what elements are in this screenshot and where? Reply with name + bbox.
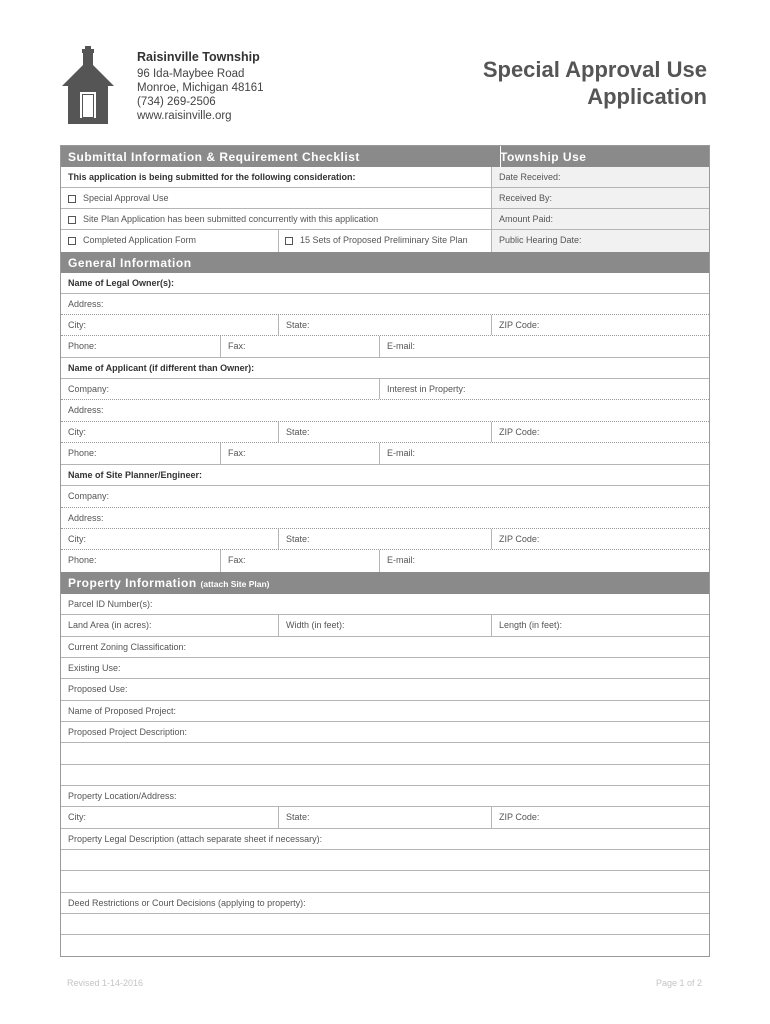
option-row-2 [61,209,709,230]
checkbox-icon[interactable] [285,237,293,245]
planner-city-field[interactable]: City: [68,534,86,544]
blank-line[interactable] [61,935,709,956]
project-desc-row [61,722,709,743]
application-form [60,145,710,957]
site-plan-sets-checkbox[interactable] [278,230,491,252]
option2-label: Site Plan Application has been submitted concurrently with this application [83,214,379,224]
zoning-row [61,637,709,658]
blank-line[interactable] [61,743,709,765]
planner-zip-field[interactable]: ZIP Code: [491,529,709,549]
owner-address-field[interactable]: Address: [68,299,104,309]
project-name-row [61,701,709,722]
checkbox-icon[interactable] [68,195,76,203]
consideration-label: This application is being submitted for the following consideration: [68,172,356,182]
applicant-city-row [61,422,709,443]
owner-phone-field[interactable]: Phone: [68,341,97,351]
location-field[interactable]: Property Location/Address: [68,791,177,801]
page-title [483,56,707,110]
planner-city-row [61,529,709,550]
property-info-title [68,576,270,590]
blank-line[interactable] [61,871,709,893]
proposed-use-field[interactable]: Proposed Use: [68,684,128,694]
property-city-row [61,807,709,829]
deed-restrictions-field[interactable]: Deed Restrictions or Court Decisions (applying to property): [68,898,306,908]
owner-zip-field[interactable]: ZIP Code: [491,315,709,335]
zoning-field[interactable]: Current Zoning Classification: [68,642,187,652]
property-state-field[interactable]: State: [278,807,491,828]
owner-phone-row [61,336,709,358]
checklist-title: Submittal Information & Requirement Checklist [68,150,360,164]
owner-fax-field[interactable]: Fax: [220,336,379,357]
property-zip-field[interactable]: ZIP Code: [491,807,709,828]
planner-phone-field[interactable]: Phone: [68,555,97,565]
revision-date: Revised 1-14-2016 [67,978,144,988]
applicant-address-row [61,400,709,422]
date-received-field[interactable]: Date Received: [491,167,709,187]
option-row-1 [61,188,709,209]
planner-row [61,465,709,486]
planner-company-field[interactable]: Company: [68,491,110,501]
planner-address-row [61,508,709,529]
dimensions-row [61,615,709,637]
project-name-field[interactable]: Name of Proposed Project: [68,706,177,716]
option3-label: Completed Application Form [83,235,197,245]
applicant-fax-field[interactable]: Fax: [220,443,379,464]
owner-address-row [61,294,709,315]
applicant-city-field[interactable]: City: [68,427,86,437]
legal-desc-row [61,829,709,850]
hearing-date-field[interactable]: Public Hearing Date: [491,230,709,252]
applicant-zip-field[interactable]: ZIP Code: [491,422,709,442]
owner-city-field[interactable]: City: [68,320,86,330]
township-use-title: Township Use [500,150,587,164]
checkbox-icon[interactable] [68,237,76,245]
existing-use-field[interactable]: Existing Use: [68,663,121,673]
legal-description-field[interactable]: Property Legal Description (attach separate sheet if necessary): [68,834,323,844]
planner-email-field[interactable]: E-mail: [379,550,709,572]
received-by-field[interactable]: Received By: [491,188,709,208]
option4-label: 15 Sets of Proposed Preliminary Site Plan [300,235,468,245]
owner-label[interactable]: Name of Legal Owner(s): [68,278,175,288]
planner-state-field[interactable]: State: [278,529,491,549]
applicant-label[interactable]: Name of Applicant (if different than Owner): [68,363,255,373]
owner-row [61,273,709,294]
option1-label: Special Approval Use [83,193,169,203]
schoolhouse-logo-icon [62,46,114,124]
general-info-header [61,252,709,273]
existing-use-row [61,658,709,679]
amount-paid-field[interactable]: Amount Paid: [491,209,709,229]
org-phone: (734) 269-2506 [137,96,216,108]
owner-email-field[interactable]: E-mail: [379,336,709,357]
owner-state-field[interactable]: State: [278,315,491,335]
blank-line[interactable] [61,850,709,871]
page-header [0,0,770,140]
owner-city-row [61,315,709,336]
blank-line[interactable] [61,914,709,935]
property-city-field[interactable]: City: [68,812,86,822]
applicant-company-row [61,379,709,400]
org-name: Raisinville Township [137,50,260,64]
planner-label[interactable]: Name of Site Planner/Engineer: [68,470,203,480]
applicant-interest-field[interactable]: Interest in Property: [379,379,709,399]
property-header-text: Property Information [68,576,197,590]
width-field[interactable]: Width (in feet): [278,615,491,636]
special-approval-checkbox[interactable] [61,188,491,208]
project-description-field[interactable]: Proposed Project Description: [68,727,188,737]
org-address2: Monroe, Michigan 48161 [137,82,264,94]
applicant-state-field[interactable]: State: [278,422,491,442]
org-website: www.raisinville.org [137,110,232,122]
parcel-id-field[interactable]: Parcel ID Number(s): [68,599,153,609]
planner-company-row [61,486,709,508]
applicant-phone-field[interactable]: Phone: [68,448,97,458]
planner-fax-field[interactable]: Fax: [220,550,379,572]
applicant-email-field[interactable]: E-mail: [379,443,709,464]
parcel-row [61,594,709,615]
planner-address-field[interactable]: Address: [68,513,104,523]
checkbox-icon[interactable] [68,216,76,224]
applicant-row [61,358,709,379]
applicant-address-field[interactable]: Address: [68,405,104,415]
location-row [61,786,709,807]
org-address1: 96 Ida-Maybee Road [137,68,245,80]
applicant-company-field[interactable]: Company: [68,384,110,394]
applicant-phone-row [61,443,709,465]
title-line1: Special Approval Use [482,57,707,82]
property-info-header [61,572,709,594]
planner-phone-row [61,550,709,572]
checklist-header [61,146,709,167]
blank-line[interactable] [61,765,709,786]
site-plan-checkbox[interactable] [61,209,491,229]
consideration-row [61,167,709,188]
org-info [137,50,264,123]
option-row-3 [61,230,709,252]
length-field[interactable]: Length (in feet): [491,615,709,636]
title-line2: Application [587,84,707,109]
property-header-note: (attach Site Plan) [200,579,270,589]
completed-form-checkbox[interactable] [61,230,278,252]
land-area-field[interactable]: Land Area (in acres): [68,620,152,630]
general-info-title: General Information [68,256,192,270]
page-number: Page 1 of 2 [655,978,702,988]
deed-row [61,893,709,914]
proposed-use-row [61,679,709,701]
